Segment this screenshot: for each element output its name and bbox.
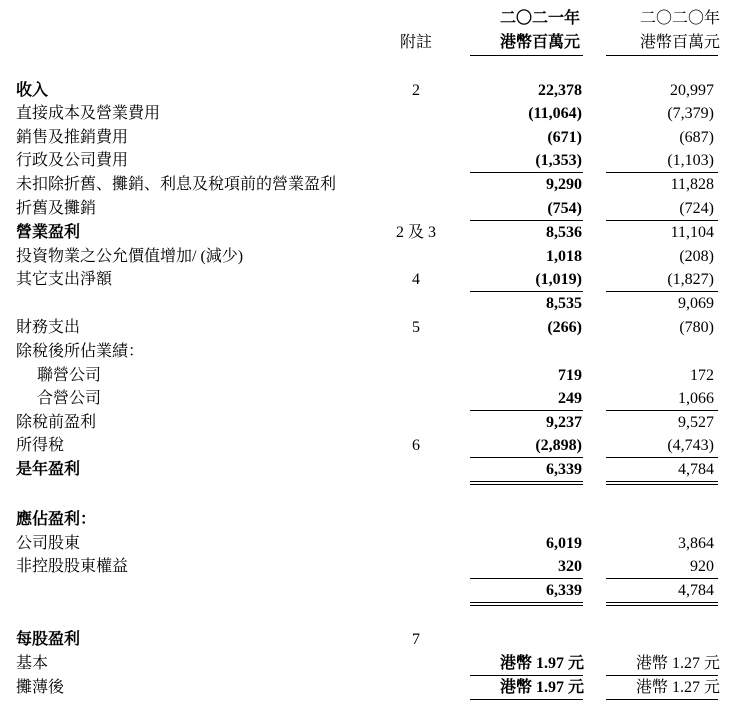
table-row-profit-for-year [0,458,737,481]
row-prior-value: 20,997 [670,82,714,99]
table-row-non-controlling [0,555,737,578]
row-note: 5 [412,319,420,336]
current-year-header: 二〇二一年 [499,10,580,27]
row-current-value: (754) [547,200,582,217]
table-row-associates [0,364,737,387]
row-label: 所得稅 [16,437,65,454]
total-double-rule-bottom [606,484,718,485]
row-label: 合營公司 [37,390,102,407]
table-row-shareholders [0,532,737,555]
row-label: 非控股股東權益 [16,558,129,575]
row-current-value: 719 [558,367,582,384]
row-current-value: 22,378 [538,82,582,99]
total-double-rule-bottom [606,605,718,606]
row-current-value: 320 [558,558,582,575]
table-row-operating-profit [0,221,737,244]
table-row-admin-expenses [0,149,737,172]
row-prior-value: 172 [690,367,714,384]
prior-year-header: 二〇二〇年 [639,10,720,27]
row-current-value: 6,019 [546,535,582,552]
row-current-value: 6,339 [546,461,582,478]
current-header-underline [470,55,583,56]
row-label: 財務支出 [16,319,81,336]
row-prior-value: 3,864 [678,535,714,552]
prior-unit-header: 港幣百萬元 [639,34,720,51]
row-prior-value: (4,743) [667,437,714,454]
table-row-other-expenses [0,268,737,291]
row-current-value: 9,290 [546,176,582,193]
table-row-investment-property [0,245,737,268]
row-prior-value: 港幣 1.27 元 [635,655,720,672]
current-unit-header: 港幣百萬元 [499,34,580,51]
row-label: 除稅前盈利 [16,414,97,431]
row-label: 行政及公司費用 [16,152,129,169]
table-row-income-tax [0,434,737,457]
note-column-header: 附註 [399,34,432,51]
table-row-subtotal [0,292,737,315]
row-label: 直接成本及營業費用 [16,105,161,122]
row-prior-value: 港幣 1.27 元 [635,679,720,696]
row-prior-value: (7,379) [667,105,714,122]
total-double-rule-top [470,602,583,603]
total-double-rule-bottom [470,605,583,606]
row-label: 投資物業之公允價值增加/ (減少) [16,248,244,265]
row-label: 折舊及攤銷 [16,200,97,217]
row-prior-value: (724) [679,200,714,217]
table-row-profit-before-tax [0,411,737,434]
table-row-attributable-heading [0,508,737,531]
table-row-finance-costs [0,316,737,339]
row-current-value: (11,064) [528,105,582,122]
row-label: 聯營公司 [37,367,102,384]
row-current-value: 1,018 [546,248,582,265]
row-current-value: (671) [547,129,582,146]
row-current-value: 港幣 1.97 元 [499,655,584,672]
total-double-rule-top [470,481,583,482]
row-note: 2 及 3 [395,224,436,241]
row-prior-value: 11,104 [670,224,714,241]
table-row-eps-basic [0,652,737,675]
row-prior-value: (780) [679,319,714,336]
row-current-value: 8,536 [546,224,582,241]
row-current-value: 9,237 [546,414,582,431]
table-row-revenue [0,79,737,102]
table-row-eps-heading [0,628,737,651]
row-label: 基本 [16,655,49,672]
row-current-value: (1,019) [535,271,582,288]
row-prior-value: (1,103) [667,152,714,169]
row-label: 是年盈利 [16,461,81,478]
row-label: 銷售及推銷費用 [16,129,129,146]
row-label: 未扣除折舊、攤銷、利息及稅項前的營業盈利 [16,176,337,193]
row-current-value: (2,898) [535,437,582,454]
total-double-rule-top [606,481,718,482]
row-note: 7 [412,631,420,648]
row-current-value: 港幣 1.97 元 [499,679,584,696]
table-row-joint-ventures [0,387,737,410]
row-prior-value: 1,066 [678,390,714,407]
eps-rule [470,699,583,700]
table-row-direct-costs [0,102,737,125]
table-row-share-of-results [0,340,737,363]
row-prior-value: 9,069 [678,295,714,312]
row-current-value: (266) [547,319,582,336]
row-note: 4 [412,271,420,288]
row-label: 除稅後所佔業績： [16,343,145,360]
table-row-selling-expenses [0,126,737,149]
row-label: 公司股東 [16,535,81,552]
row-current-value: 8,535 [546,295,582,312]
row-prior-value: (208) [679,248,714,265]
row-label: 收入 [16,82,49,99]
total-double-rule-bottom [470,484,583,485]
row-prior-value: 9,527 [678,414,714,431]
table-row-eps-diluted [0,676,737,699]
row-note: 2 [412,82,420,99]
eps-rule [606,699,718,700]
row-prior-value: (1,827) [667,271,714,288]
table-row-ebitda [0,173,737,196]
row-label: 其它支出淨額 [16,271,113,288]
row-current-value: (1,353) [535,152,582,169]
row-prior-value: 4,784 [678,461,714,478]
table-row-attributable-total [0,579,737,602]
row-label: 每股盈利 [16,631,81,648]
row-prior-value: 4,784 [678,582,714,599]
row-prior-value: (687) [679,129,714,146]
row-label: 攤薄後 [16,679,65,696]
row-label: 營業盈利 [16,224,81,241]
row-note: 6 [412,437,420,454]
table-row-depreciation [0,197,737,220]
row-current-value: 6,339 [546,582,582,599]
prior-header-underline [606,55,718,56]
row-label: 應佔盈利： [16,511,97,528]
row-prior-value: 11,828 [670,176,714,193]
total-double-rule-top [606,602,718,603]
row-current-value: 249 [558,390,582,407]
row-prior-value: 920 [690,558,714,575]
